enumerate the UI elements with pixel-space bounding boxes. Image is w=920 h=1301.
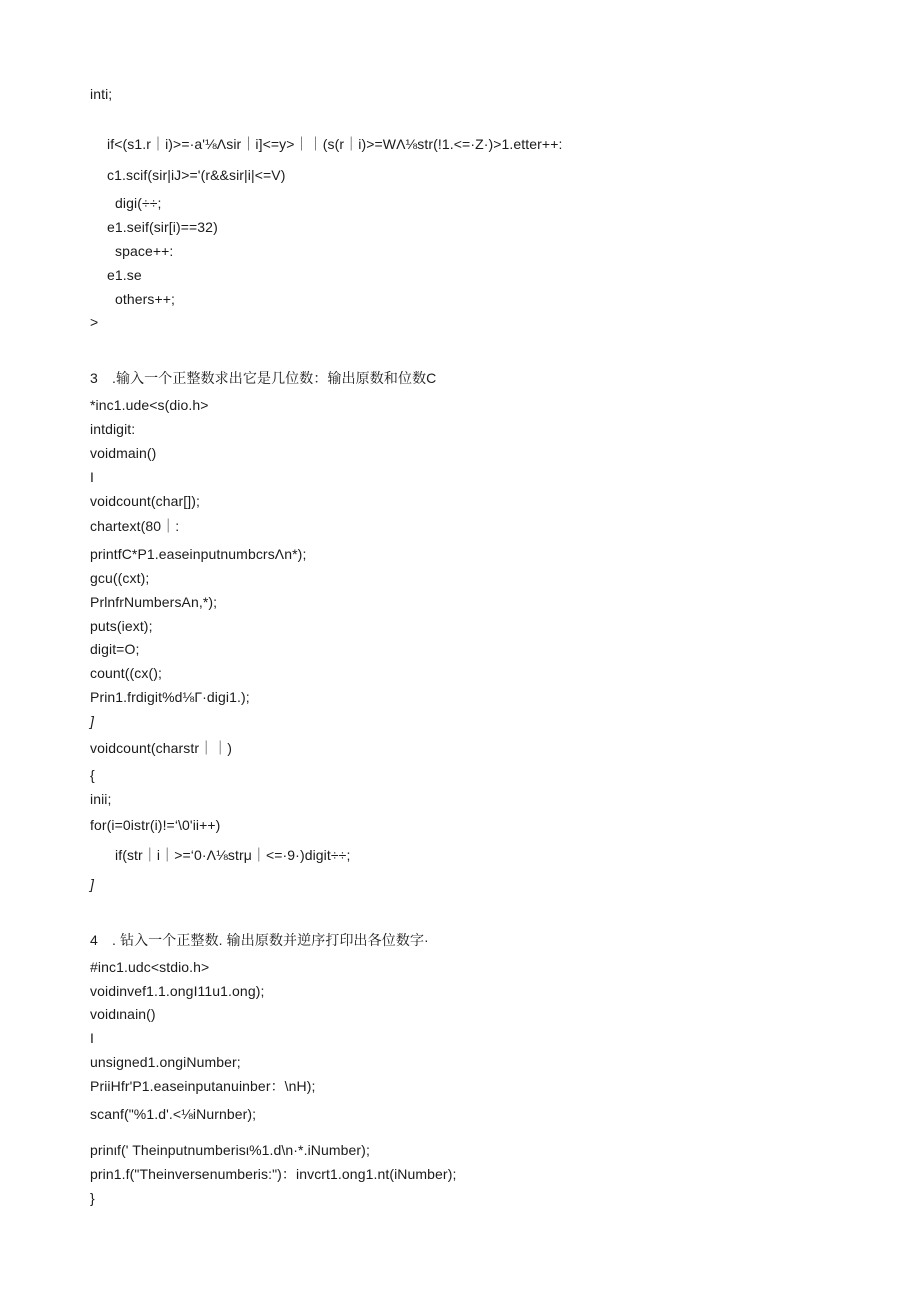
- code-line: inii;: [90, 791, 112, 807]
- code-line: intdigit:: [90, 421, 136, 437]
- code-line: gcu((cxt);: [90, 570, 150, 586]
- code-line: scanf("%1.d'.<⅛iNurnber);: [90, 1106, 257, 1122]
- code-line: voidinvef1.1.ongI11u1.ong);: [90, 983, 265, 999]
- code-line: for(i=0istr(i)!=‘\0'ii++): [90, 817, 221, 833]
- code-line: c1.scif(sir|iJ>='(r&&sir|i|<=V): [107, 167, 286, 183]
- code-line: I: [90, 469, 94, 485]
- code-line: voidcount(char[]);: [90, 493, 200, 509]
- code-line: printfC*P1.easeinputnumbcrsΛn*);: [90, 546, 307, 562]
- code-line: }: [90, 1190, 95, 1206]
- code-line: inti;: [90, 86, 113, 102]
- code-line: #inc1.udc<stdio.h>: [90, 959, 210, 975]
- code-line: voidιnain(): [90, 1006, 156, 1022]
- code-line: voidmain(): [90, 445, 157, 461]
- section-heading: 3 .输入一个正整数求出它是几位数：输出原数和位数C: [90, 370, 437, 386]
- section-heading: 4 . 钻入一个正整数. 输出原数并逆序打印出各位数字·: [90, 932, 429, 948]
- code-line: I: [90, 1030, 94, 1046]
- code-line: *inc1.ude<s(dio.h>: [90, 397, 209, 413]
- code-line: PrlnfrNumbersAn,*);: [90, 594, 218, 610]
- code-line: digit=O;: [90, 641, 140, 657]
- code-line: chartext(80｜:: [90, 518, 180, 534]
- code-line: puts(iext);: [90, 618, 153, 634]
- code-line: count((cx();: [90, 665, 162, 681]
- code-line: ]: [90, 713, 94, 729]
- code-line: digi(÷÷;: [115, 195, 162, 211]
- code-line: ]: [90, 876, 94, 892]
- code-line: {: [90, 767, 95, 783]
- code-line: e1.seif(sir[i)==32): [107, 219, 218, 235]
- code-line: others++;: [115, 291, 176, 307]
- code-line: prin1.f("Theinversenumberis:")：invcrt1.ong1.nt(iNumber);: [90, 1166, 457, 1182]
- code-line: e1.se: [107, 267, 142, 283]
- code-line: if<(s1.r｜i)>=·a'⅛Λsir｜i]<=y>｜｜(s(r｜i)>=WΛ⅛str(!1.<=·Z·)>1.etter++:: [107, 136, 563, 152]
- code-line: PriiHfr'P1.easeinputanuinber：\nH);: [90, 1078, 316, 1094]
- code-line: space++:: [115, 243, 174, 259]
- code-line: unsigned1.ongiNumber;: [90, 1054, 241, 1070]
- code-line: if(str｜i｜>=‘0·Λ⅛strμ｜<=·9·)digit÷÷;: [115, 847, 351, 863]
- code-line: Prin1.frdigit%d⅛Γ·digi1.);: [90, 689, 250, 705]
- code-line: prinιf(' Theinputnumberisι%1.d\n·*.iNumber);: [90, 1142, 370, 1158]
- code-line: voidcount(charstr｜｜): [90, 740, 233, 756]
- code-line: >: [90, 314, 99, 330]
